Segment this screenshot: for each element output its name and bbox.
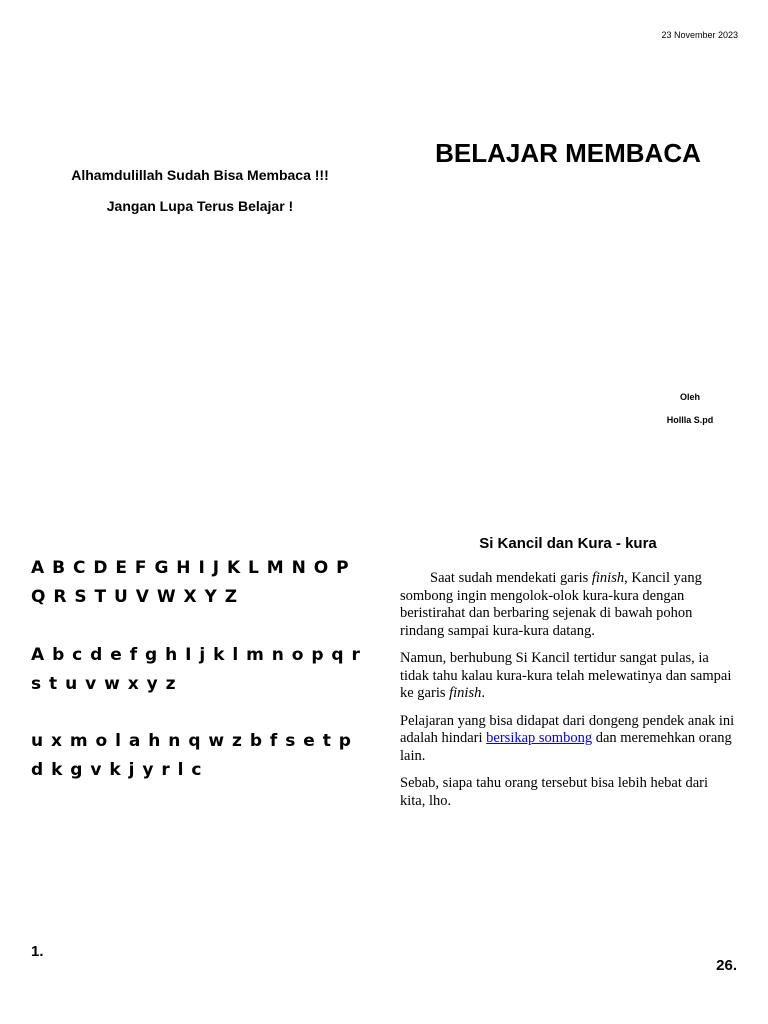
alphabet-uppercase: A B C D E F G H I J K L M N O P Q R S T U V W X Y Z bbox=[31, 558, 350, 607]
keep-learning-heading: Jangan Lupa Terus Belajar ! bbox=[106, 198, 294, 214]
page-number-left: 1. bbox=[31, 943, 44, 960]
story-paragraph-3: Pelajaran yang bisa didapat dari dongeng pendek anak ini adalah hindari bersikap sombong dan meremehkan orang lain. bbox=[400, 712, 735, 764]
story-body bbox=[400, 570, 736, 820]
alphabet-mixed: A b c d e f g h I j k l m n o p q r s t u v w x y z bbox=[31, 645, 361, 694]
page-number-right: 26. bbox=[716, 957, 737, 974]
alphabet-random: u x m o l a h n q w z b f s e t p d k g v k j y r l c bbox=[31, 731, 352, 780]
story-paragraph-1: Saat sudah mendekati garis finish, Kancil yang sombong ingin mengolok-olok kura-kura dengan beristirahat dan berbaring sejenak di bawah pohon rindang sampai kura-kura datang. bbox=[400, 570, 702, 639]
sombong-link[interactable]: bersikap sombong bbox=[486, 730, 593, 746]
story-title: Si Kancil dan Kura - kura bbox=[479, 535, 657, 552]
congrats-heading: Alhamdulillah Sudah Bisa Membaca !!! bbox=[71, 167, 329, 183]
author-name: Hollla S.pd bbox=[666, 415, 714, 425]
story-paragraph-4: Sebab, siapa tahu orang tersebut bisa lebih hebat dari kita, lho. bbox=[400, 775, 709, 809]
date-label: 23 November 2023 bbox=[661, 30, 738, 40]
author-label: Oleh bbox=[679, 392, 700, 402]
story-paragraph-2: Namun, berhubung Si Kancil tertidur sangat pulas, ia tidak tahu kalau kura-kura telah melewatinya dan sampai ke garis finish. bbox=[400, 650, 732, 701]
page-title: BELAJAR MEMBACA bbox=[435, 138, 701, 168]
